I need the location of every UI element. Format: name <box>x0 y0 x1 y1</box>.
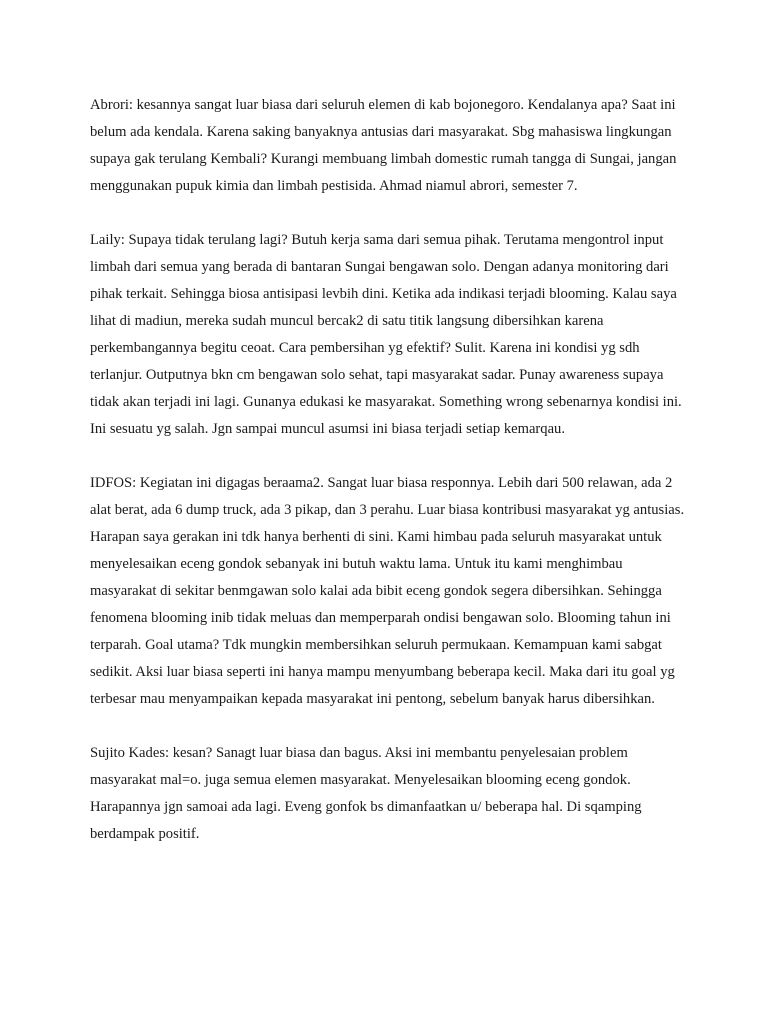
paragraph-sujito-kades: Sujito Kades: kesan? Sanagt luar biasa dan bagus. Aksi ini membantu penyelesaian problem masyarakat mal=o. juga semua elemen masyarakat. Menyelesaikan blooming eceng gondok. Harapannya jgn samoai ada lagi. Eveng gonfok bs dimanfaatkan u/ beberapa hal. Di sqamping berdampak positif. <box>90 745 642 842</box>
paragraph-laily: Laily: Supaya tidak terulang lagi? Butuh kerja sama dari semua pihak. Terutama mengontrol input limbah dari semua yang berada di bantaran Sungai bengawan solo. Dengan adanya monitoring dari pihak terkait. Sehingga biosa antisipasi levbih dini. Ketika ada indikasi terjadi blooming. Kalau saya lihat di madiun, mereka sudah muncul bercak2 di satu titik langsung dibersihkan karena perkembangannya begitu ceoat. Cara pembersihan yg efektif? Sulit. Karena ini kondisi yg sdh terlanjur. Outputnya bkn cm bengawan solo sehat, tapi masyarakat sadar. Punay awareness supaya tidak akan terjadi ini lagi. Gunanya edukasi ke masyarakat. Something wrong sebenarnya kondisi ini. Ini sesuatu yg salah. Jgn sampai muncul asumsi ini biasa terjadi setiap kemarqau. <box>90 232 682 437</box>
paragraph-abrori: Abrori: kesannya sangat luar biasa dari seluruh elemen di kab bojonegoro. Kendalanya apa? Saat ini belum ada kendala. Karena saking banyaknya antusias dari masyarakat. Sbg mahasiswa lingkungan supaya gak terulang Kembali? Kurangi membuang limbah domestic rumah tangga di Sungai, jangan menggunakan pupuk kimia dan limbah pestisida. Ahmad niamul abrori, semester 7. <box>90 97 677 194</box>
paragraph-idfos: IDFOS: Kegiatan ini digagas beraama2. Sangat luar biasa responnya. Lebih dari 500 relawan, ada 2 alat berat, ada 6 dump truck, ada 3 pikap, dan 3 perahu. Luar biasa kontribusi masyarakat yg antusias. Harapan saya gerakan ini tdk hanya berhenti di sini. Kami himbau pada seluruh masyarakat untuk menyelesaikan eceng gondok sebanyak ini butuh waktu lama. Untuk itu kami menghimbau masyarakat di sekitar benmgawan solo kalai ada bibit eceng gondok segera dibersihkan. Sehingga fenomena blooming inib tidak meluas dan memperparah ondisi bengawan solo. Blooming tahun ini terparah. Goal utama? Tdk mungkin membersihkan seluruh permukaan. Kemampuan kami sabgat sedikit. Aksi luar biasa seperti ini hanya mampu menyumbang beberapa kecil. Maka dari itu goal yg terbesar mau menyampaikan kepada masyarakat ini pentong, sebelum banyak harus dibersihkan. <box>90 475 685 707</box>
